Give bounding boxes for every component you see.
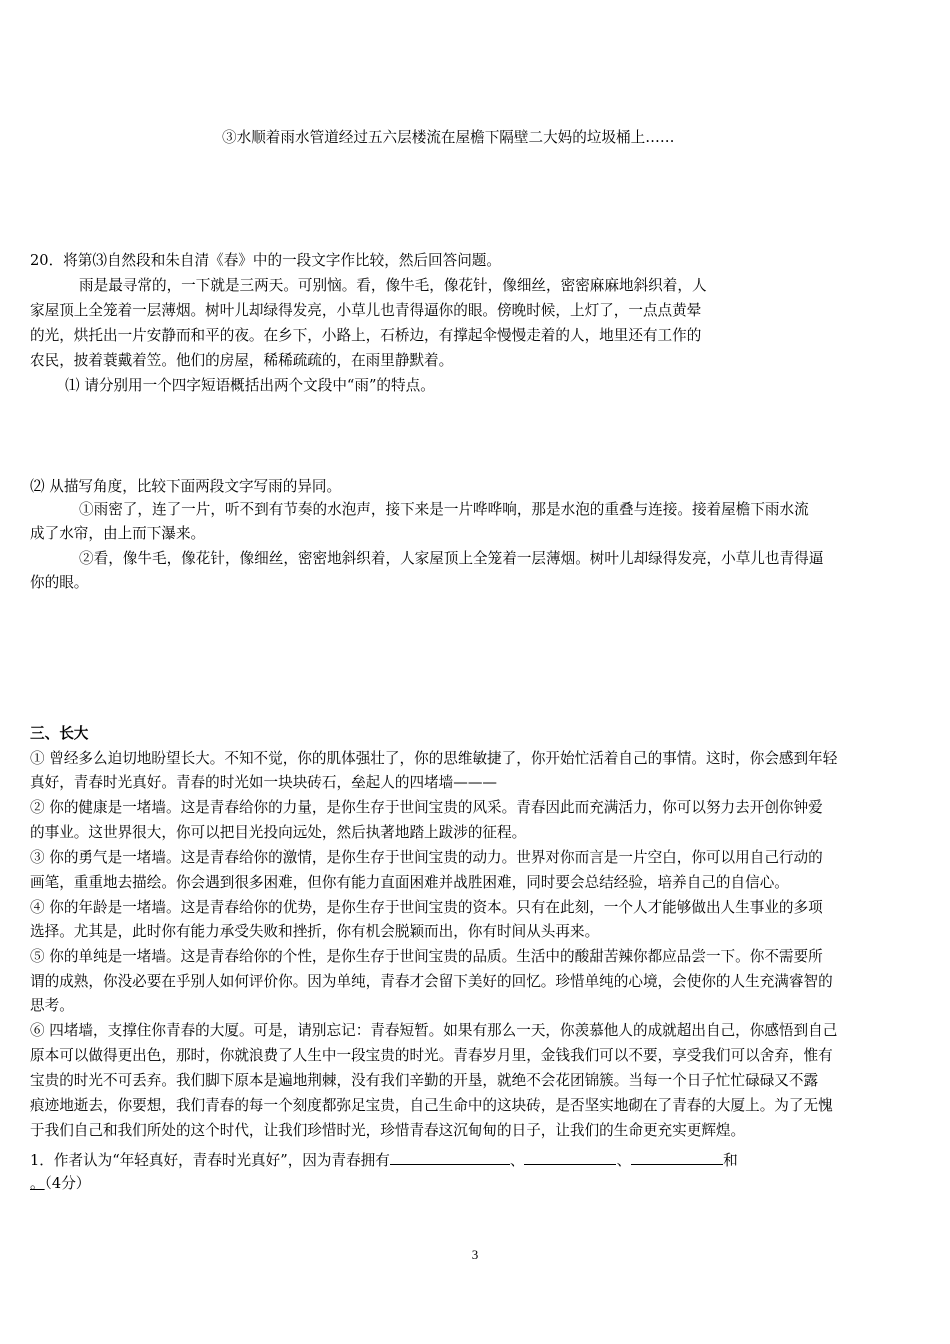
q20-sub1: ⑴ 请分别用一个四字短语概括出两个文段中“雨”的特点。: [65, 377, 435, 394]
q20-passage-line: 家屋顶上全笼着一层薄烟。树叶儿却绿得发亮，小草儿也青得逼你的眼。傍晚时候，上灯了，一点点黄晕: [30, 302, 702, 319]
section-body-line: ⑥ 四堵墙，支撑住你青春的大厦。可是，请别忘记：青春短暂。如果有那么一天，你羡慕他人的成就超出自己，你感悟到自己: [30, 1022, 838, 1039]
q20-sub2: ⑵ 从描写角度，比较下面两段文字写雨的异同。: [30, 478, 342, 495]
question-1-score: （4分）: [44, 1175, 91, 1192]
section-body-line: ⑤ 你的单纯是一堵墙。这是青春给你的个性，是你生存于世间宝贵的品质。生活中的酸甜苦辣你都应品尝一下。你不需要所: [30, 948, 823, 965]
section-body-line: 选择。尤其是，此时你有能力承受失败和挫折，你有机会脱颖而出，你有时间从头再来。: [30, 923, 600, 940]
answer-blank-2[interactable]: [524, 1150, 616, 1165]
blank-separator: 、: [616, 1152, 632, 1169]
q20-stem: 20．将第⑶自然段和朱自清《春》中的一段文字作比较，然后回答问题。: [30, 252, 501, 269]
q20-compare-line: 成了水帘，由上而下瀑来。: [30, 525, 206, 542]
question-1: [30, 1150, 738, 1171]
q20-passage-line: 雨是最寻常的，一下就是三两天。可别恼。看，像牛毛，像花针，像细丝，密密麻麻地斜织着，人: [79, 277, 707, 294]
section-body-line: ③ 你的勇气是一堵墙。这是青春给你的激情，是你生存于世间宝贵的动力。世界对你而言是一片空白，你可以用自己行动的: [30, 849, 823, 866]
section-heading: 三、长大: [30, 725, 89, 742]
q20-compare-line: ①雨密了，连了一片，听不到有节奏的水泡声，接下来是一片哗哗响，那是水泡的重叠与连接。接着屋檐下雨水流: [79, 501, 809, 518]
question-1-continuation: [30, 1174, 90, 1194]
answer-blank-1[interactable]: [390, 1150, 510, 1165]
answer-blank-3[interactable]: [631, 1150, 723, 1165]
section-body-line: 宝贵的时光不可丢弃。我们脚下原本是遍地荆棘，没有我们辛勤的开垦，就绝不会花团锦簇。当每一个日子忙忙碌碌又不露: [30, 1072, 819, 1089]
q20-compare-line: ②看，像牛毛，像花针，像细丝，密密地斜织着，人家屋顶上全笼着一层薄烟。树叶儿却绿得发亮，小草儿也青得逼: [79, 550, 824, 567]
section-body-line: 痕迹地逝去，你要想，我们青春的每一个刻度都弥足宝贵，自己生命中的这块砖，是否坚实地砌在了青春的大厦上。为了无愧: [30, 1097, 833, 1114]
top-line-3: ③水顺着雨水管道经过五六层楼流在屋檐下隔壁二大妈的垃圾桶上……: [222, 129, 675, 146]
section-body-line: 真好，青春时光真好。青春的时光如一块块砖石，垒起人的四堵墙———: [30, 774, 498, 791]
section-body-line: ④ 你的年龄是一堵墙。这是青春给你的优势，是你生存于世间宝贵的资本。只有在此刻，一个人才能够做出人生事业的多项: [30, 899, 823, 916]
section-body-line: 的事业。这世界很大，你可以把目光投向远处，然后执著地踏上跋涉的征程。: [30, 824, 527, 841]
blank-connector: 和: [723, 1152, 738, 1169]
page-number: 3: [471, 1247, 479, 1262]
section-body-line: ① 曾经多么迫切地盼望长大。不知不觉，你的肌体强壮了，你的思维敏捷了，你开始忙活着自己的事情。这时，你会感到年轻: [30, 750, 838, 767]
section-body-line: 谓的成熟，你没必要在乎别人如何评价你。因为单纯，青春才会留下美好的回忆。珍惜单纯的心境，会使你的人生充满睿智的: [30, 973, 833, 990]
section-body-line: 思考。: [30, 997, 74, 1014]
answer-blank-4[interactable]: 。: [30, 1175, 45, 1192]
q20-compare-line: 你的眼。: [30, 574, 89, 591]
section-body-line: 画笔，重重地去描绘。你会遇到很多困难，但你有能力直面困难并战胜困难，同时要会总结经验，培养自己的自信心。: [30, 874, 789, 891]
question-1-text: 1．作者认为“年轻真好，青春时光真好”，因为青春拥有: [30, 1152, 390, 1169]
blank-separator: 、: [509, 1152, 525, 1169]
section-body-line: 原本可以做得更出色，那时，你就浪费了人生中一段宝贵的时光。青春岁月里，金钱我们可以不要，享受我们可以舍弃，惟有: [30, 1047, 833, 1064]
section-body-line: 于我们自己和我们所处的这个时代，让我们珍惜时光，珍惜青春这沉甸甸的日子，让我们的生命更充实更辉煌。: [30, 1122, 746, 1139]
q20-passage-line: 的光，烘托出一片安静而和平的夜。在乡下，小路上，石桥边，有撑起伞慢慢走着的人，地里还有工作的: [30, 327, 702, 344]
q20-passage-line: 农民，披着蓑戴着笠。他们的房屋，稀稀疏疏的，在雨里静默着。: [30, 352, 454, 369]
section-body-line: ② 你的健康是一堵墙。这是青春给你的力量，是你生存于世间宝贵的风采。青春因此而充满活力，你可以努力去开创你钟爱: [30, 799, 823, 816]
